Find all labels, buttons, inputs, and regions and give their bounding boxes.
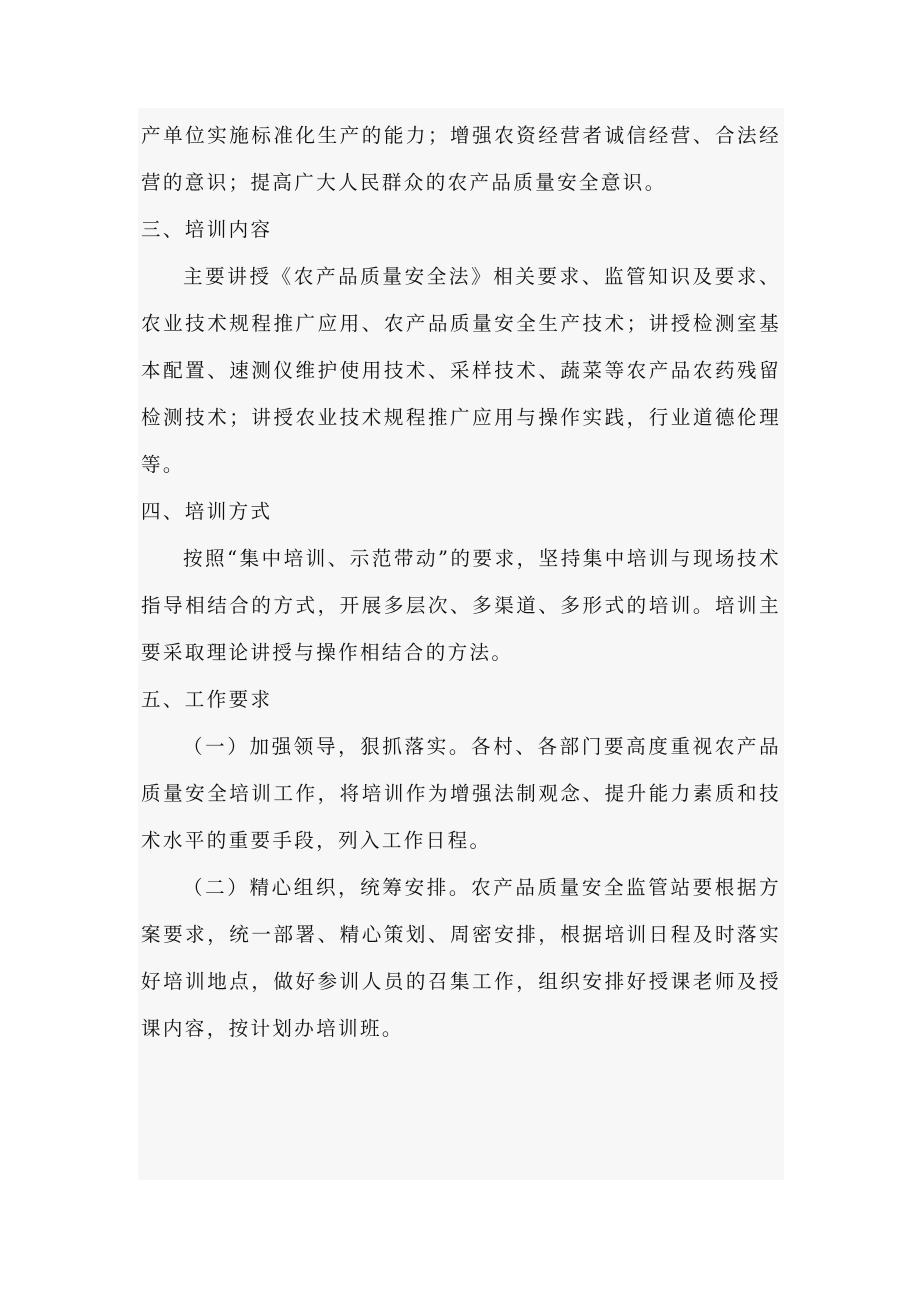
section-heading-training-method: 四、培训方式 — [141, 500, 273, 523]
document-body — [141, 112, 781, 1052]
section-heading-work-requirements: 五、工作要求 — [141, 688, 273, 711]
paragraph-requirement-1: （一）加强领导，狠抓落实。各村、各部门要高度重视农产品质量安全培训工作，将培训作为增强法制观念、提升能力素质和技术水平的重要手段，列入工作日程。 — [141, 735, 781, 852]
paragraph-requirement-2: （二）精心组织，统筹安排。农产品质量安全监管站要根据方案要求，统一部署、精心策划、周密安排，根据培训日程及时落实好培训地点，做好参训人员的召集工作，组织安排好授课老师及授课内容，按计划办培训班。 — [141, 876, 781, 1040]
paragraph-intro-continuation: 产单位实施标准化生产的能力；增强农资经营者诚信经营、合法经营的意识；提高广大人民群众的农产品质量安全意识。 — [141, 124, 781, 194]
paragraph-training-method: 按照“集中培训、示范带动”的要求，坚持集中培训与现场技术指导相结合的方式，开展多层次、多渠道、多形式的培训。培训主要采取理论讲授与操作相结合的方法。 — [141, 547, 781, 664]
paragraph-training-content: 主要讲授《农产品质量安全法》相关要求、监管知识及要求、农业技术规程推广应用、农产品质量安全生产技术；讲授检测室基本配置、速测仪维护使用技术、采样技术、蔬菜等农产品农药残留检测技术；讲授农业技术规程推广应用与操作实践，行业道德伦理等。 — [141, 265, 781, 476]
section-heading-training-content: 三、培训内容 — [141, 218, 273, 241]
